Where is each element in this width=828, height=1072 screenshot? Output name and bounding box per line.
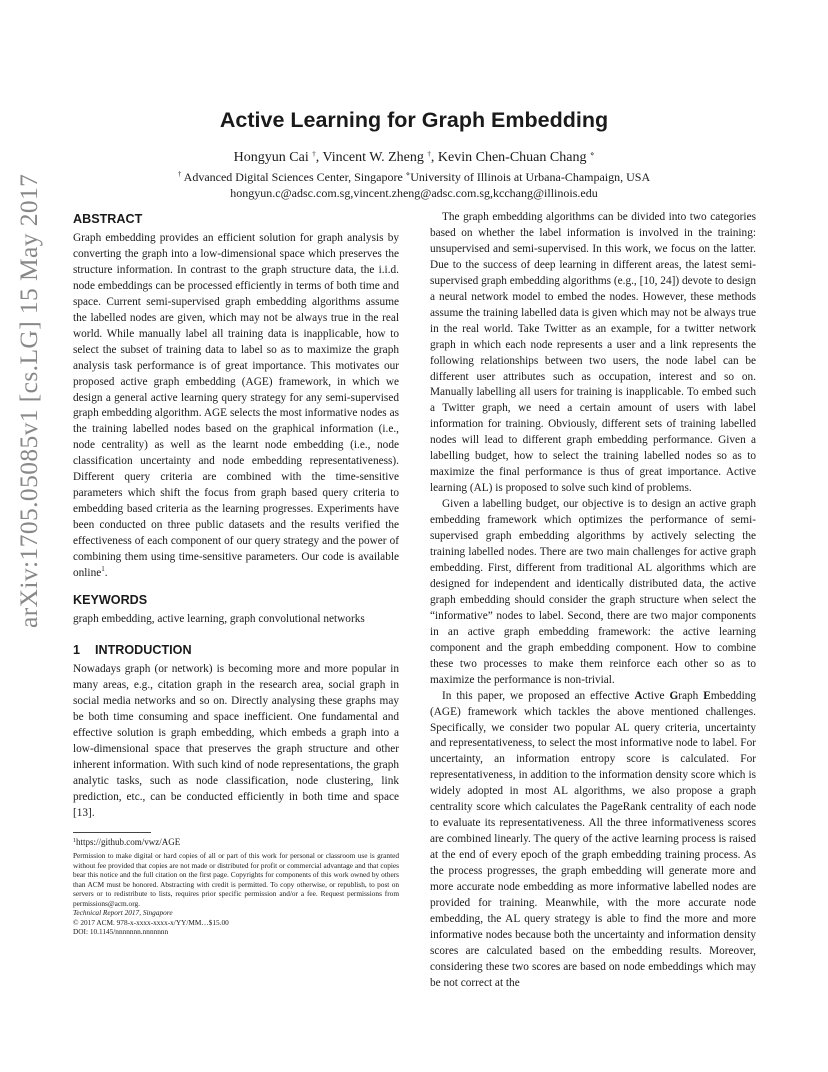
copyright-line: © 2017 ACM. 978-x-xxxx-xxxx-x/YY/MM…$15.00 (73, 917, 229, 927)
affiliation-mark: ⋄ (405, 170, 411, 178)
intro-paragraph-1: Nowadays graph (or network) is becoming more and more popular in many areas, e.g., citation graph in the research area, social graph in social media networks and so on. Directly analysing these graphs may be both time consuming and space inefficient. One fundamental and effective solution is graph embedding, which embeds a graph into a low-dimensional space that preserves the graph structure and other inherent information. With such kind of node representations, the graph analytic tasks, such as node classification, node clustering, link prediction, etc., can be conducted efficiently in both time and space [13]. (73, 662, 399, 819)
abstract-heading: ABSTRACT (73, 212, 143, 226)
author-name: , Vincent W. Zheng (315, 150, 424, 165)
abstract-end: . (104, 567, 108, 580)
acronym-letter: E (703, 689, 711, 702)
intro-paragraph-3: Given a labelling budget, our objective is to design an active graph embedding framework which optimizes the performance of semi-supervised graph embedding algorithms by actively selecting the training labelled nodes. There are two main challenges for active graph embedding. First, different from traditional AL algorithms which are designed for independent and identically distributed data, the active graph embedding should consider the graph structure when select the “informative” nodes to label. Second, there are two major components in an active graph embedding framework: the active learning component and the graph embedding component. How to combine these two processes to make them reinforce each other so as to maximize the performance is non-trivial. (430, 498, 756, 686)
left-column (73, 210, 399, 848)
p4-text: mbedding (710, 689, 757, 702)
intro-paragraph-4 (430, 689, 756, 992)
footnote-divider (73, 832, 151, 833)
affiliation-line (0, 170, 828, 185)
affiliation-text: University of Illinois at Urbana-Champaign, USA (410, 170, 651, 184)
intro-paragraph-2: The graph embedding algorithms can be divided into two categories based on whether the label information is involved in the training: unsupervised and semi-supervised. In this work, we focus on the latter. Due to the success of deep learning in different areas, the latest semi-supervised graph embedding algorithms (e.g., [10, 24]) devote to design a neural network model to embed the nodes. However, these methods assume the training labelled data is given which may not be always true in the real world. Take Twitter as an example, for a twitter network graph in which each node represents a user and a link represents the following relationships between two users, the node label can be different user attributes such as occupation, interest and so on. Manually labelling all users for training is inapplicable. To embed such a Twitter graph, we need a certain amount of users with label information for training. Obviously, different sets of training labelled nodes will lead to different graph embedding performance. Given a labelling budget, how to select the training labelled nodes so as to maximize the final performance is thus of great importance. Active learning (AL) is proposed to solve such kind of problems. (430, 211, 756, 495)
author-list (0, 150, 828, 166)
right-column (430, 210, 756, 992)
keywords-text: graph embedding, active learning, graph convolutional networks (73, 612, 365, 625)
permission-notice: Permission to make digital or hard copies of all or part of this work for personal or classroom use is granted without fee provided that copies are not made or distributed for profit or commercial advantage and that copies bear this notice and the full citation on the first page. Copyrights for components of this work owned by others than ACM must be honored. Abstracting with credit is permitted. To copy otherwise, or republish, to post on servers or to redistribute to lists, requires prior specific permission and/or a fee. Request permissions from permissions@acm.org. (73, 851, 399, 908)
affiliation-mark: ⋄ (589, 150, 595, 158)
p4-text: (AGE) framework which tackles the above mentioned challenges. Specifically, we consider two popular AL query criteria, uncertainty and representativeness, to select the most informative node to label. For uncertainty, an information entropy score is calculated. For representativeness, in addition to the information density score which is widely adopted in most AL algorithms, we also propose a graph centrality score which calculates the PageRank centrality of each node to evaluate its representativeness. All the three informativeness scores are combined linearly. The query of the active learning process is raised at the end of every epoch of the graph embedding training process. As the process progresses, the graph embedding will generate more and more accurate node embedding as more informative labelled nodes are provided for training. Meanwhile, with the more accurate node embedding, the AL query strategy is able to find the more and more informative nodes because both the uncertainty and information density scores are calculated based on the embedding results. Moreover, considering these two scores are based on node embeddings which may be not correct at the (430, 705, 756, 989)
acronym-letter: G (669, 689, 679, 702)
footnote-url: https://github.com/vwz/AGE (76, 837, 181, 848)
p4-text: ctive (642, 689, 670, 702)
doi-line: DOI: 10.1145/nnnnnnn.nnnnnnn (73, 927, 169, 937)
footnote-mark: 1 (101, 565, 105, 574)
section-title: INTRODUCTION (95, 642, 192, 657)
affiliation-mark: † (312, 150, 316, 158)
abstract-text (73, 231, 399, 582)
author-emails: hongyun.c@adsc.com.sg,vincent.zheng@adsc.com.sg,kcchang@illinois.edu (230, 186, 598, 200)
p4-text: In this paper, we proposed an effective (442, 689, 635, 702)
author-name: Hongyun Cai (233, 150, 309, 165)
footnote-number: 1 (73, 838, 76, 845)
footnote (73, 836, 399, 848)
introduction-heading (73, 642, 399, 658)
affiliation-text: Advanced Digital Sciences Center, Singapore (181, 170, 406, 184)
section-number: 1 (73, 642, 81, 657)
arxiv-side-stamp: arXiv:1705.05085v1 [cs.LG] 15 May 2017 (14, 173, 43, 628)
acronym-letter: A (634, 689, 643, 702)
permission-block (73, 851, 399, 937)
abstract-body: Graph embedding provides an efficient solution for graph analysis by converting the graph into a low-dimensional space which preserves the structure information. In contrast to the graph structure data, the i.i.d. node embeddings can be processed efficiently in terms of both time and space. Current semi-supervised graph embedding algorithms assume the labelled nodes are given, which may not be always true in the real world. While manually label all training data is inapplicable, how to select the subset of training data to label so as to maximize the graph analysis task performance is of great importance. This motivates our proposed active graph embedding (AGE) framework, in which we design a general active learning query strategy for any semi-supervised graph embedding algorithm. AGE selects the most informative nodes as the training labelled nodes based on the graphical information (i.e., node centrality) as well as the learnt node embedding (i.e., node classification uncertainty and node embedding representativeness). Different query criteria are combined with the time-sensitive parameters which shift the focus from graph based query criteria to embedding based criteria as the learning progresses. Experiments have been conducted on three public datasets and the results verified the effectiveness of each component of our query strategy and the power of combining them using time-sensitive parameters. Our code is available online (73, 232, 399, 580)
author-name: , Kevin Chen-Chuan Chang (430, 150, 587, 165)
affiliation-mark: † (427, 150, 431, 158)
p4-text: raph (678, 689, 704, 702)
keywords-heading: KEYWORDS (73, 592, 148, 607)
paper-title: Active Learning for Graph Embedding (219, 108, 609, 132)
affiliation-mark: † (177, 170, 182, 178)
venue-line: Technical Report 2017, Singapore (73, 908, 173, 918)
